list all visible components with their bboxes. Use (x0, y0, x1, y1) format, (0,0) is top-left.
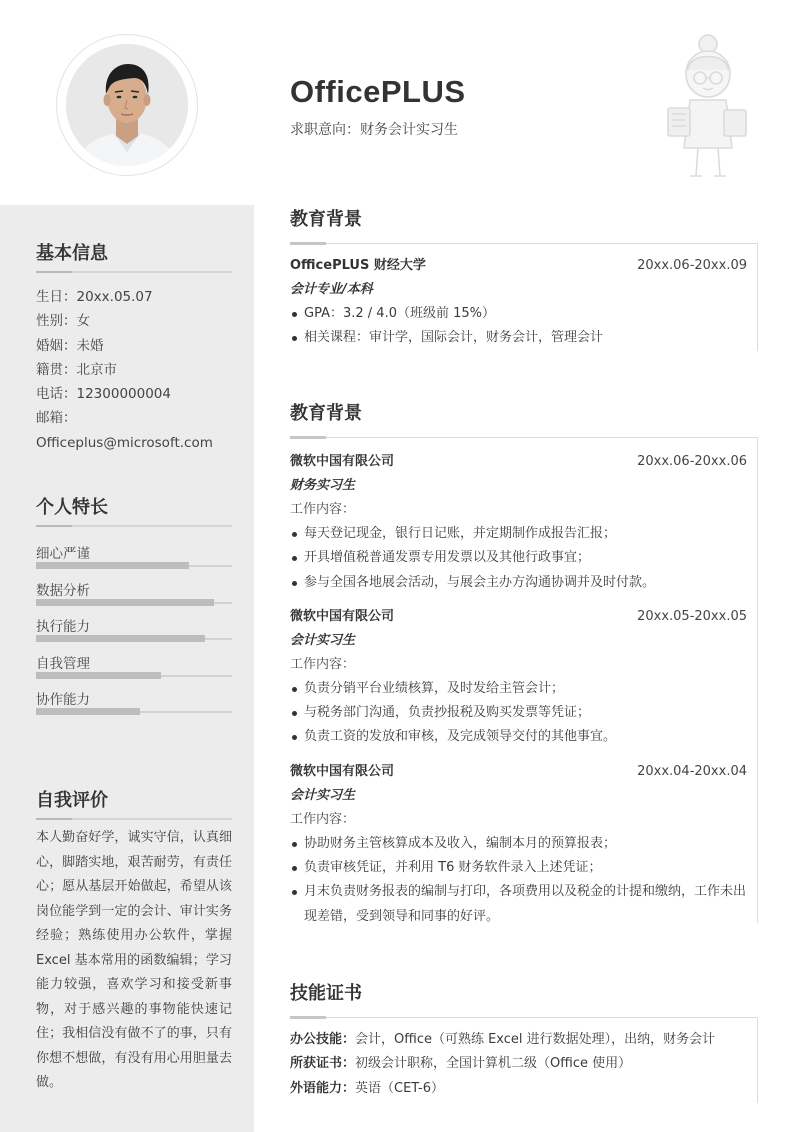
skill-level-bar (36, 599, 214, 606)
skill-item (36, 683, 232, 720)
self-evaluation-section (36, 786, 232, 1096)
experience-bullet: 负责审核凭证，并利用 T6 财务软件录入上述凭证； (290, 856, 757, 880)
experience-bullet: 月末负责财务报表的编制与打印，各项费用以及税金的计提和缴纳，工作未出现差错，受到领导和同事的好评。 (290, 880, 757, 929)
job-role: 会计实习生 (290, 787, 356, 803)
cert-line (290, 1077, 757, 1101)
experience-bullet: 负责分销平台业绩核算，及时发给主管会计； (290, 677, 757, 701)
info-marital: 婚姻：未婚 (36, 337, 104, 354)
education-date: 20xx.06-20xx.09 (637, 258, 747, 273)
section-divider (36, 271, 232, 273)
experience-date: 20xx.04-20xx.04 (637, 763, 747, 779)
skill-label: 执行能力 (36, 619, 90, 635)
info-email-label: 邮箱： (36, 410, 77, 427)
experience-date: 20xx.05-20xx.05 (637, 608, 747, 624)
self-evaluation-title: 自我评价 (36, 790, 108, 811)
skill-label: 自我管理 (36, 655, 90, 672)
skill-item (36, 610, 232, 647)
experience-bullet: 与税务部门沟通，负责抄报税及购买发票等凭证； (290, 701, 757, 725)
job-role: 财务实习生 (290, 478, 356, 493)
experience-date: 20xx.06-20xx.06 (637, 454, 747, 469)
cert-label: 办公技能： (290, 1032, 356, 1047)
mascot-illustration-icon (660, 30, 756, 182)
experience-bullet: 协助财务主管核算成本及收入，编制本月的预算报表； (290, 832, 757, 856)
company-name: 微软中国有限公司 (290, 763, 395, 779)
cert-line (290, 1028, 757, 1052)
school-name: OfficePLUS 财经大学 (290, 258, 426, 273)
cert-label: 所获证书： (290, 1056, 356, 1072)
experience-section (290, 399, 758, 923)
cert-value: 英语（CET-6） (355, 1080, 445, 1096)
section-divider (290, 242, 326, 245)
skill-label: 细心严谨 (36, 546, 90, 562)
experience-bullet: 参与全国各地展会活动，与展会主办方沟通协调并及时付款。 (290, 571, 757, 595)
skill-item (36, 647, 232, 684)
experience-entry (290, 595, 757, 750)
work-content-label: 工作内容： (290, 656, 356, 672)
job-role: 会计实习生 (290, 632, 356, 648)
candidate-name: OfficePLUS (290, 74, 466, 109)
cert-value: 会计，Office（可熟练 Excel 进行数据处理），出纳，财务会计 (355, 1032, 716, 1047)
skills-title: 个人特长 (36, 497, 108, 518)
basic-info-title: 基本信息 (36, 243, 108, 264)
cert-label: 外语能力： (290, 1080, 356, 1096)
skill-label: 数据分析 (36, 582, 90, 599)
cert-value: 初级会计职称，全国计算机二级（Office 使用） (355, 1056, 632, 1072)
info-phone: 电话：12300000004 (36, 386, 171, 403)
skill-level-bar (36, 562, 189, 569)
info-birthday: 生日：20xx.05.07 (36, 289, 153, 305)
info-hometown: 籍贯：北京市 (36, 361, 117, 378)
experience-entry (290, 438, 757, 595)
certificates-title: 技能证书 (290, 983, 362, 1004)
skill-item (36, 574, 232, 611)
company-name: 微软中国有限公司 (290, 608, 395, 624)
certificates-section (290, 979, 758, 1103)
skill-item (36, 537, 232, 574)
work-content-label: 工作内容： (290, 502, 356, 517)
skill-list (36, 537, 232, 720)
education-box (290, 243, 758, 351)
skill-label: 协作能力 (36, 692, 90, 708)
experience-bullet: 负责工资的发放和审核，及完成领导交付的其他事宜。 (290, 725, 757, 749)
avatar (66, 44, 188, 166)
skill-level-bar (36, 635, 205, 642)
skill-level-bar (36, 708, 140, 715)
education-bullet: GPA：3.2 / 4.0（班级前 15%） (290, 302, 757, 326)
skills-section (36, 493, 232, 720)
company-name: 微软中国有限公司 (290, 454, 395, 469)
experience-title: 教育背景 (290, 403, 362, 424)
skill-level-bar (36, 672, 161, 679)
work-content-label: 工作内容： (290, 811, 356, 827)
experience-bullet: 每天登记现金，银行日记账，并定期制作成报告汇报； (290, 522, 757, 546)
basic-info-section (36, 239, 232, 455)
section-divider (290, 436, 326, 439)
education-title: 教育背景 (290, 209, 362, 230)
section-divider (36, 525, 232, 527)
education-major: 会计专业/本科 (290, 282, 373, 297)
section-divider (36, 818, 232, 820)
job-objective: 求职意向：财务会计实习生 (290, 122, 458, 138)
cert-line (290, 1052, 757, 1076)
certificates-box (290, 1017, 758, 1103)
education-section (290, 205, 758, 351)
section-divider (290, 1016, 326, 1019)
info-gender: 性别：女 (36, 313, 90, 330)
experience-entry (290, 750, 757, 929)
avatar-photo-icon (66, 44, 188, 166)
experience-box (290, 437, 758, 923)
experience-bullet: 开具增值税普通发票专用发票以及其他行政事宜； (290, 546, 757, 570)
self-evaluation-text: 本人勤奋好学，诚实守信，认真细心，脚踏实地，艰苦耐劳，有责任心；愿从基层开始做起，希望从该岗位能学到一定的会计、审计实务经验；熟练使用办公软件，掌握 Excel 基本常用的函数编辑；学习能力较强，喜欢学习和接受新事物，对于感兴趣的事物能快速记住；我相信没有做不了的事，只有你想不想做，有没有用心用胆量去做。 (36, 830, 232, 1090)
info-email[interactable]: Officeplus@microsoft.com (36, 434, 213, 451)
education-bullet: 相关课程：审计学，国际会计，财务会计，管理会计 (290, 326, 757, 350)
